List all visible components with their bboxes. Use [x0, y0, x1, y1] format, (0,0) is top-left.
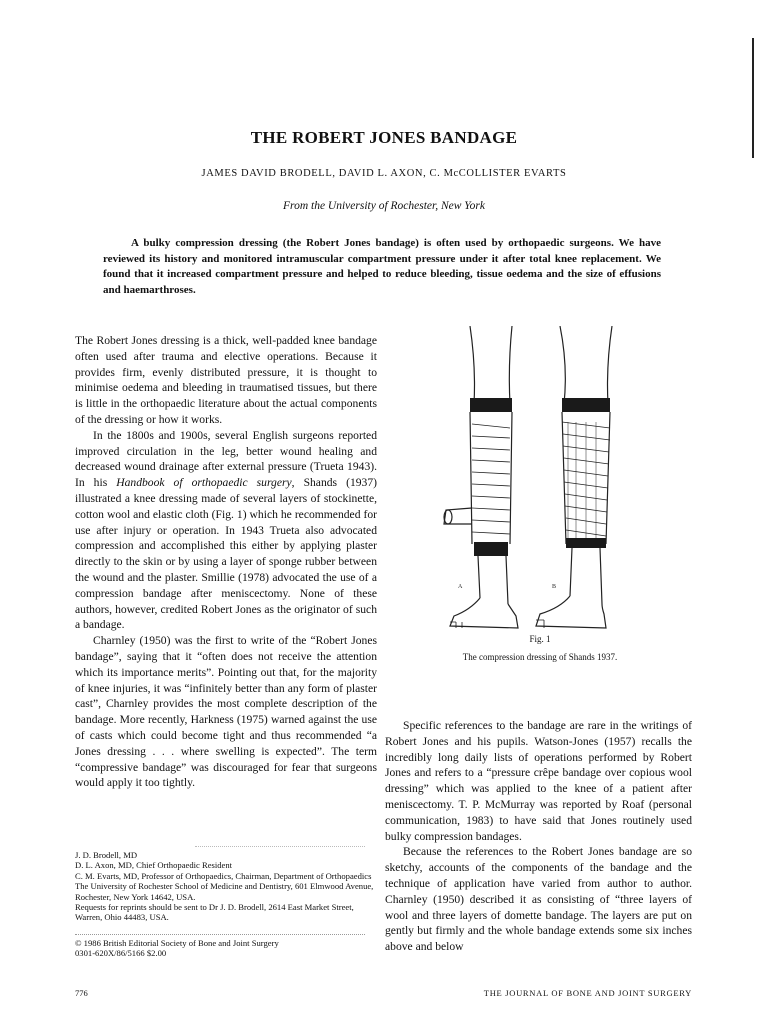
footnote-brodell: J. D. Brodell, MD — [75, 850, 138, 860]
author-list: JAMES DAVID BRODELL, DAVID L. AXON, C. McCOLLISTER EVARTS — [201, 168, 567, 179]
left-paragraph-2-start: In the 1800s and 1900s, several English surgeons reported improved circulation in the leg, better wound healing and decreased wound drainage after external pressure (Trueta 1943). In his — [75, 428, 377, 490]
right-column — [385, 718, 692, 955]
figure-number: Fig. 1 — [529, 634, 551, 644]
copyright-line: © 1986 British Editorial Society of Bone and Joint Surgery — [75, 938, 279, 948]
handbook-title: Handbook of orthopaedic surgery — [116, 476, 292, 490]
footnote-evarts: C. M. Evarts, MD, Professor of Orthopaedics, Chairman, Department of Orthopaedics — [75, 870, 372, 881]
leg-a-drawing — [444, 326, 518, 628]
footnote-reprints: Requests for reprints should be sent to Dr J. D. Brodell, 2614 East Market Street, Warren, Ohio 44483, USA. — [75, 902, 354, 923]
page-number: 776 — [75, 988, 88, 998]
left-paragraph-2 — [75, 428, 377, 633]
figure-caption: The compression dressing of Shands 1937. — [462, 652, 618, 662]
right-paragraph-2: Because the references to the Robert Jones bandage are so sketchy, accounts of the components of the bandage and the technique of application have varied from author to author. Charnley (1950) described it as consisting of “three layers of wool and three layers of domette bandage. The layers are put on gently but firmly and the whole bandage extends some six inches above and below — [385, 845, 692, 954]
abstract-text: A bulky compression dressing (the Robert Jones bandage) is often used by orthopaedic surgeons. We have reviewed its history and monitored intramuscular compartment pressure under it after total knee replacement. We found that it increased compartment pressure and helped to reduce bleeding, tissue oedema and the size of effusions and haemarthroses. — [103, 237, 661, 296]
figure-label-b: B — [552, 584, 557, 590]
left-column — [75, 333, 377, 791]
article-title: THE ROBERT JONES BANDAGE — [250, 128, 518, 147]
left-paragraph-1: The Robert Jones dressing is a thick, well-padded knee bandage often used after trauma and elective operations. Because it provides firm, evenly distributed pressure, it is thought to minimise oedema and bleeding in traumatised tissues, but there is little in the orthopaedic literature about the actual components of the dressing or how it works. — [75, 334, 377, 426]
left-paragraph-2-end: , Shands (1937) illustrated a knee dressing made of several layers of stockinette, cotton wool and elastic cloth (Fig. 1) which he recommended for use after injury or operation. In 1943 Trueta also advocated compression and accomplished this either by applying plaster directly to the skin or by using a layer of sponge rubber between the wound and the plaster. Smillie (1978) advocated the use of a compression bandage after meniscectomy. None of these authors, however, credited Robert Jones as the originator of such a bandage. — [75, 476, 377, 632]
affiliation: From the University of Rochester, New York — [283, 200, 485, 212]
footnote-institution: The University of Rochester School of Medicine and Dentistry, 601 Elmwood Avenue, Rochester, New York 14642, USA. — [75, 881, 374, 902]
copyright-rule — [75, 934, 365, 935]
footnote-axon: D. L. Axon, MD, Chief Orthopaedic Resident — [75, 860, 233, 871]
right-paragraph-1: Specific references to the bandage are rare in the writings of Robert Jones and his pupils. Watson-Jones (1957) recalls the incredibly long daily lists of operations performed by Robert Jones and refers to a “pressure crêpe bandage over copious wool dressing” which was applied to the knee of a patient after meniscectomy. T. P. McMurray was reported by Roaf (personal communication, 1983) to have said that Jones routinely used bulky compression bandages. — [385, 719, 692, 843]
footnotes — [75, 850, 377, 923]
footnote-rule — [195, 846, 365, 847]
figure-bandage-illustration — [440, 326, 640, 636]
leg-b-drawing — [536, 326, 612, 628]
left-paragraph-3: Charnley (1950) was the first to write of the “Robert Jones bandage”, saying that it “often does not receive the attention which its importance merits”. Pointing out that, for the majority of knee injuries, it was “infinitely better than any form of plaster cast”, Charnley provides the most complete description of the bandage. More recently, Harkness (1975) warned against the use of casts which could become tight and thus recommended “a Jones dressing . . . where swelling is expected”. The term “compressive bandage” was discouraged for fear that surgeons would apply it too tightly. — [75, 634, 377, 790]
copyright-block — [75, 938, 377, 959]
figure-label-a: A — [458, 584, 463, 590]
issn-line: 0301-620X/86/5166 $2.00 — [75, 948, 167, 959]
abstract — [103, 236, 661, 298]
journal-name: THE JOURNAL OF BONE AND JOINT SURGERY — [483, 988, 692, 998]
